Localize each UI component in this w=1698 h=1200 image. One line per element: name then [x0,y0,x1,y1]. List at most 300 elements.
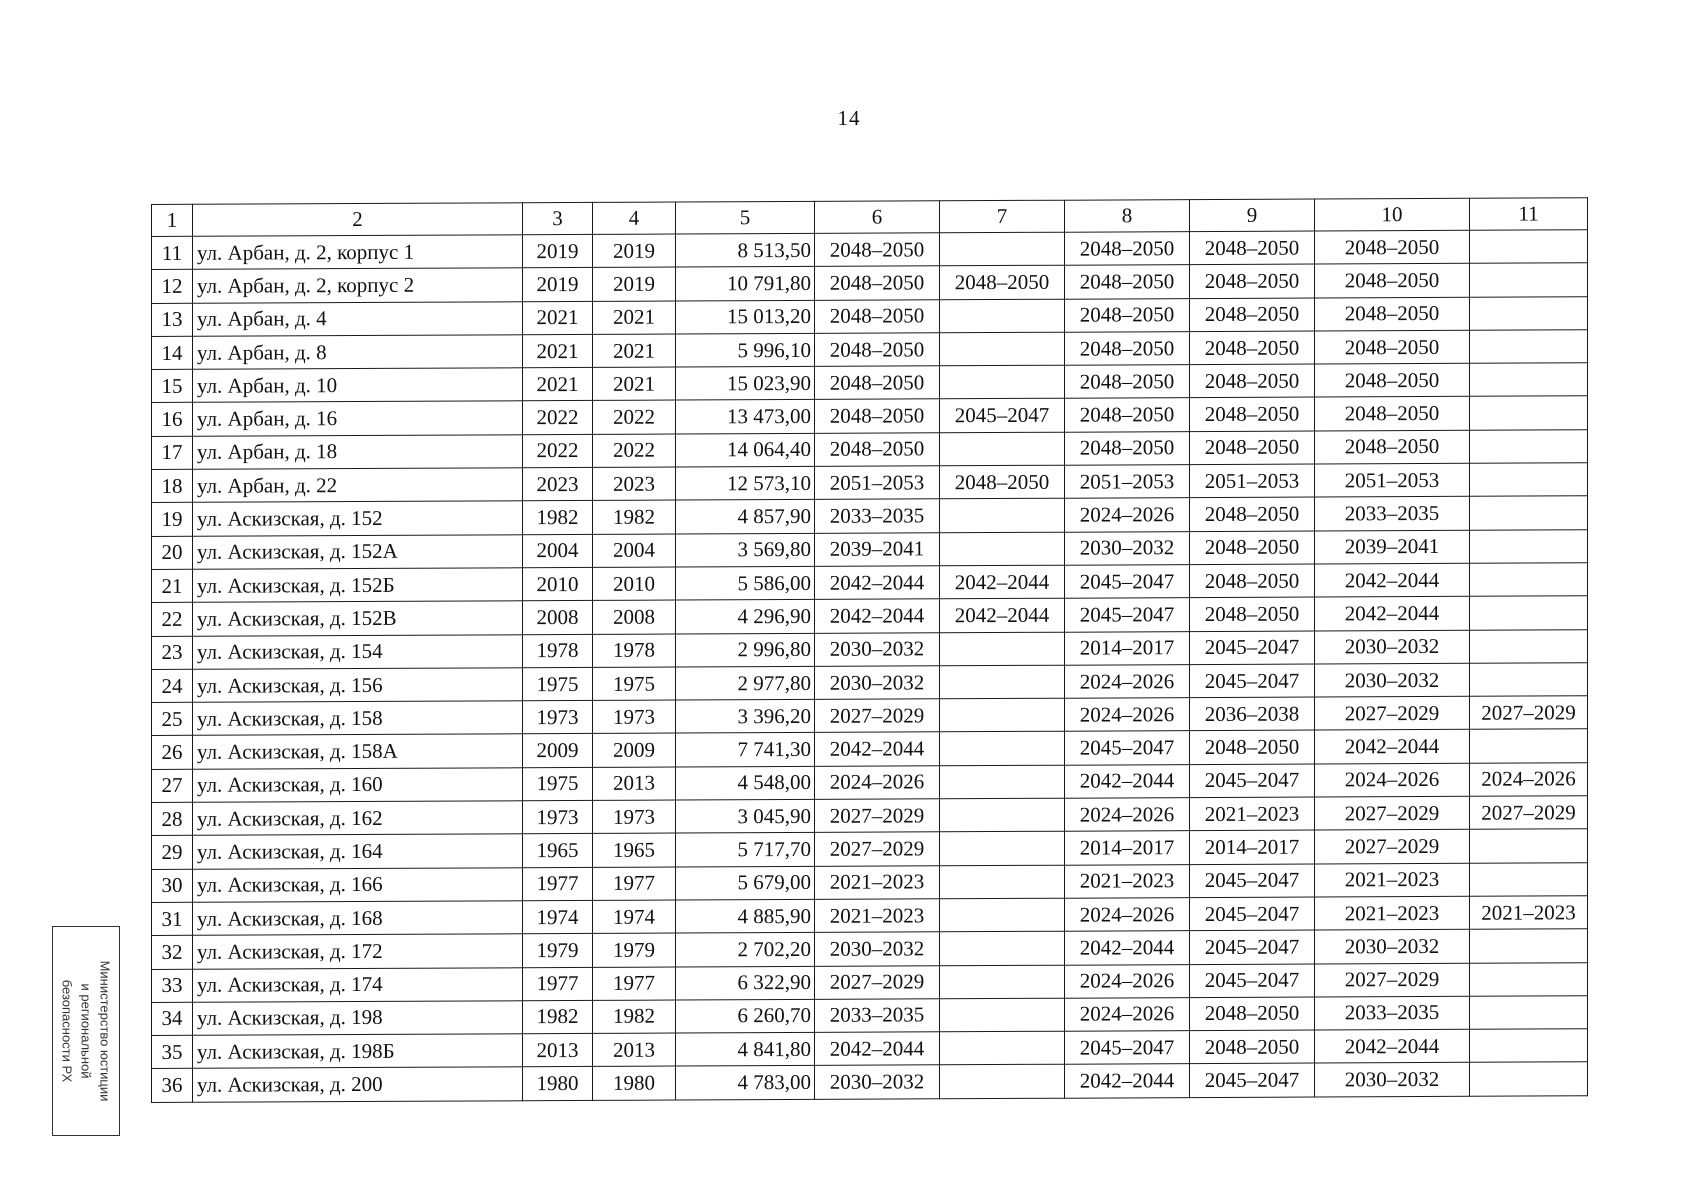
table-cell [1470,296,1588,330]
table-cell: 10 791,80 [676,267,815,301]
table-cell: 2048–2050 [1065,298,1190,332]
table-cell: 2021 [523,334,593,368]
table-cell: ул. Аскизская, д. 152А [193,534,523,569]
table-cell: 2048–2050 [1190,264,1315,298]
table-cell: 2030–2032 [1315,630,1470,664]
table-cell: ул. Аскизская, д. 166 [193,867,523,902]
table-cell: 2045–2047 [1190,1063,1315,1097]
table-cell: 1982 [523,1000,593,1034]
table-cell: 2048–2050 [1065,232,1190,266]
table-cell [940,998,1065,1032]
table-cell: ул. Аскизская, д. 152 [193,501,523,536]
table-cell: 4 857,90 [676,500,815,534]
table-cell: 2048–2050 [1190,298,1315,332]
table-cell: 2008 [593,600,676,634]
table-cell: 13 473,00 [676,400,815,434]
table-cell: 2042–2044 [815,732,940,766]
table-cell: 1977 [593,867,676,901]
table-cell: 2021–2023 [1470,896,1588,930]
table-cell: 2030–2032 [815,932,940,966]
table-cell: ул. Арбан, д. 18 [193,435,523,470]
table-cell: ул. Арбан, д. 2, корпус 2 [193,268,523,303]
table-cell: 33 [152,969,193,1002]
table-cell: 2048–2050 [1190,597,1315,631]
table-cell: 2048–2050 [1065,431,1190,465]
table-cell: 2021 [593,367,676,401]
table-cell: 2048–2050 [1315,230,1470,264]
table-cell: ул. Аскизская, д. 158 [193,701,523,736]
table-cell: 1977 [593,967,676,1001]
table-cell: 2036–2038 [1190,697,1315,731]
table-cell: 1979 [523,934,593,968]
table-cell [940,898,1065,932]
table-cell: 1973 [593,700,676,734]
table-cell: 2045–2047 [1190,930,1315,964]
table-cell: 1977 [523,967,593,1001]
table-cell: 2019 [523,234,593,268]
table-cell: 2042–2044 [815,566,940,600]
table-cell [1470,929,1588,963]
table-row [152,1062,1588,1102]
table-cell: 2027–2029 [815,799,940,833]
table-cell: 21 [152,569,193,602]
table-cell: 2048–2050 [940,265,1065,299]
table-cell: 4 841,80 [676,1032,815,1066]
table-cell: 25 [152,702,193,735]
table-cell: 2048–2050 [815,333,940,367]
table-cell [1470,596,1588,630]
table-cell: 2045–2047 [1190,664,1315,698]
table-cell: 2042–2044 [1065,764,1190,798]
table-cell: ул. Аскизская, д. 162 [193,801,523,836]
table-cell: 2021 [593,334,676,368]
table-cell: 2019 [593,234,676,268]
table-cell [940,798,1065,832]
table-cell: 2048–2050 [815,366,940,400]
table-cell [940,832,1065,866]
table-cell: 16 [152,403,193,436]
table-cell: 32 [152,936,193,969]
table-cell: ул. Аскизская, д. 198 [193,1001,523,1036]
table-cell: 2033–2035 [1315,497,1470,531]
table-cell: 2004 [593,534,676,568]
table-cell: 15 013,20 [676,300,815,334]
table-cell: 2048–2050 [1190,497,1315,531]
table-cell [1470,363,1588,397]
table-cell: 2024–2026 [1315,763,1470,797]
table-cell: 2009 [523,734,593,768]
table-cell: 2014–2017 [1190,830,1315,864]
table-cell: 2021 [593,301,676,335]
table-cell: 2048–2050 [1190,730,1315,764]
table-cell [940,499,1065,533]
table-cell: 2009 [593,733,676,767]
registration-stamp [52,926,120,1136]
table-cell: 2048–2050 [815,433,940,467]
table-cell [1470,463,1588,497]
table-cell: 2051–2053 [1190,464,1315,498]
table-cell: 6 322,90 [676,966,815,1000]
table-cell: 2042–2044 [815,599,940,633]
table-cell: 2051–2053 [1065,465,1190,499]
table-cell: 2033–2035 [1315,996,1470,1030]
table-cell: 2014–2017 [1065,831,1190,865]
table-cell: 2027–2029 [815,832,940,866]
table-cell [940,532,1065,566]
table-cell [1470,330,1588,364]
table-cell: 2019 [523,268,593,302]
table-cell: 2048–2050 [1190,1030,1315,1064]
table-cell: 19 [152,503,193,536]
table-cell: 2024–2026 [1065,997,1190,1031]
table-cell [940,931,1065,965]
table-cell: ул. Арбан, д. 10 [193,368,523,403]
table-cell: 2045–2047 [1190,864,1315,898]
table-cell: ул. Аскизская, д. 156 [193,668,523,703]
table-cell: ул. Арбан, д. 2, корпус 1 [193,235,523,270]
table-cell: 1977 [523,867,593,901]
table-cell: 24 [152,669,193,702]
table-cell: 2027–2029 [1315,830,1470,864]
column-header-5: 5 [676,201,815,234]
table-cell: 28 [152,802,193,835]
table-cell [1470,996,1588,1030]
table-cell: 2024–2026 [1470,762,1588,796]
table-cell: 2 702,20 [676,933,815,967]
table-cell: ул. Аскизская, д. 172 [193,934,523,969]
table-cell: ул. Арбан, д. 4 [193,301,523,336]
table-cell [1470,663,1588,697]
table-cell: 2021–2023 [1190,797,1315,831]
table-cell: 2033–2035 [815,499,940,533]
page-number: 14 [837,106,861,130]
table-cell: 2022 [593,401,676,435]
table-cell: 2042–2044 [940,598,1065,632]
table-cell: 1978 [593,634,676,668]
table-cell [940,299,1065,333]
table-cell [940,1065,1065,1099]
table-cell: ул. Аскизская, д. 152Б [193,568,523,603]
table-cell: 1973 [523,800,593,834]
table-cell: 4 548,00 [676,766,815,800]
table-cell: 1978 [523,634,593,668]
table-cell [1470,629,1588,663]
table-cell: 2030–2032 [1315,1063,1470,1097]
table-cell: 2021–2023 [1065,864,1190,898]
table-cell: 2039–2041 [1315,530,1470,564]
table-cell: 4 885,90 [676,899,815,933]
table-cell: 2027–2029 [1470,796,1588,830]
table-cell: 2042–2044 [1315,563,1470,597]
table-cell [940,865,1065,899]
table-cell: 2039–2041 [815,532,940,566]
table-cell: 2023 [593,467,676,501]
table-cell: 1982 [593,1000,676,1034]
table-cell: 2045–2047 [1190,764,1315,798]
table-cell [1470,829,1588,863]
table-cell: 11 [152,236,193,269]
table-cell: 1973 [523,701,593,735]
table-cell: 2022 [523,434,593,468]
table-cell: 2045–2047 [1065,565,1190,599]
table-cell: 2024–2026 [1065,498,1190,532]
table-cell: 1982 [593,500,676,534]
column-header-3: 3 [523,202,593,234]
table-cell: 2014–2017 [1065,631,1190,665]
table-cell: 2030–2032 [1065,531,1190,565]
table-cell: 1965 [523,834,593,868]
table-cell: 2030–2032 [815,1065,940,1099]
table-cell: ул. Аскизская, д. 160 [193,767,523,802]
table-cell: 2048–2050 [1190,431,1315,465]
table-cell: 2045–2047 [1190,631,1315,665]
column-header-11: 11 [1470,198,1588,231]
table-cell [940,1031,1065,1065]
table-cell: 2048–2050 [1065,365,1190,399]
table-cell: ул. Аскизская, д. 200 [193,1067,523,1102]
table-cell: 2021–2023 [1315,896,1470,930]
table-cell: 2030–2032 [1315,663,1470,697]
table-cell: 17 [152,436,193,469]
table-cell: 4 296,90 [676,600,815,634]
table-cell: 2027–2029 [1315,796,1470,830]
table-cell: 3 569,80 [676,533,815,567]
table-cell: 2042–2044 [1065,931,1190,965]
table-cell: 7 741,30 [676,733,815,767]
table-cell [940,665,1065,699]
table-cell: ул. Арбан, д. 8 [193,335,523,370]
table-cell: 2048–2050 [1315,430,1470,464]
table-cell: 1975 [593,667,676,701]
column-header-4: 4 [593,202,676,234]
table-cell: 2048–2050 [815,266,940,300]
table-cell [940,432,1065,466]
table-cell [1470,496,1588,530]
table-cell: 2048–2050 [1315,264,1470,298]
table-cell: 15 [152,369,193,402]
table-cell: 5 679,00 [676,866,815,900]
table-cell: 2021 [523,368,593,402]
table-cell: 34 [152,1002,193,1035]
table-cell: 2048–2050 [1190,564,1315,598]
table-cell: 2048–2050 [1065,265,1190,299]
column-header-2: 2 [193,203,523,237]
stamp-line: безопасности РХ [59,979,75,1083]
table-cell: 35 [152,1035,193,1068]
table-cell [1470,230,1588,264]
table-cell [1470,529,1588,563]
table-cell: 1974 [593,900,676,934]
table-cell: 2033–2035 [815,999,940,1033]
table-cell: ул. Аскизская, д. 168 [193,901,523,936]
table-cell: 3 045,90 [676,799,815,833]
table-cell: 2048–2050 [1315,330,1470,364]
table-cell: ул. Аскизская, д. 154 [193,634,523,669]
stamp-text [58,931,115,1131]
table-cell [1470,1029,1588,1063]
table-cell: 2010 [593,567,676,601]
data-table [151,197,1588,1102]
table-cell: 5 586,00 [676,566,815,600]
table-cell: ул. Арбан, д. 22 [193,468,523,503]
table-cell: 2024–2026 [1065,964,1190,998]
table-cell: 31 [152,902,193,935]
column-header-10: 10 [1315,198,1470,231]
table-cell: 2027–2029 [1315,696,1470,730]
table-cell: 20 [152,536,193,569]
table-cell: ул. Аскизская, д. 158А [193,734,523,769]
table-cell: 2048–2050 [815,233,940,267]
table-cell [940,365,1065,399]
table-cell: 2024–2026 [1065,664,1190,698]
table-cell: 2013 [523,1034,593,1068]
table-cell: 3 396,20 [676,700,815,734]
table-cell [1470,263,1588,297]
table-cell [940,632,1065,666]
table-cell: 22 [152,603,193,636]
table-cell: 2 977,80 [676,666,815,700]
table-cell: ул. Аскизская, д. 152В [193,601,523,636]
column-header-8: 8 [1065,200,1190,233]
table-cell: 12 573,10 [676,466,815,500]
table-cell: 2021–2023 [815,865,940,899]
table-cell: 30 [152,869,193,902]
table-cell [940,232,1065,266]
table-cell: 2042–2044 [815,1032,940,1066]
table-cell: 2051–2053 [815,466,940,500]
table-cell: 2027–2029 [1315,963,1470,997]
stamp-line: Министерство юстиции [97,960,113,1102]
table-cell: 4 783,00 [676,1066,815,1100]
table-cell: 23 [152,636,193,669]
table-body [152,230,1588,1102]
table-cell: 8 513,50 [676,233,815,267]
table-cell: 2 996,80 [676,633,815,667]
table-cell: 1980 [523,1067,593,1101]
table-cell [1470,396,1588,430]
table-cell: 1974 [523,900,593,934]
table-cell: 2024–2026 [1065,798,1190,832]
table-cell [940,765,1065,799]
table-container [151,197,1587,1102]
table-cell: 2045–2047 [1065,598,1190,632]
table-cell: 13 [152,303,193,336]
table-cell: 2021 [523,301,593,335]
table-cell: 2008 [523,601,593,635]
table-cell [1470,430,1588,464]
table-cell: 2027–2029 [1470,696,1588,730]
table-cell: 2048–2050 [1065,398,1190,432]
table-cell: 2042–2044 [940,565,1065,599]
table-cell: ул. Аскизская, д. 198Б [193,1034,523,1069]
table-cell: 2027–2029 [815,699,940,733]
table-cell: 2022 [523,401,593,435]
table-cell: 12 [152,270,193,303]
table-cell: 2024–2026 [1065,898,1190,932]
table-cell: 2048–2050 [1315,363,1470,397]
table-cell: ул. Арбан, д. 16 [193,401,523,436]
table-cell: 2048–2050 [1190,997,1315,1031]
table-cell: 2048–2050 [815,299,940,333]
table-cell [1470,1062,1588,1096]
table-cell: 2048–2050 [1315,297,1470,331]
table-cell: 2045–2047 [1065,1031,1190,1065]
table-cell: 2042–2044 [1315,1029,1470,1063]
table-cell [1470,729,1588,763]
table-cell: 14 064,40 [676,433,815,467]
table-cell: 1979 [593,933,676,967]
table-cell: 2024–2026 [815,766,940,800]
table-cell: 2021–2023 [1315,863,1470,897]
table-cell: 2045–2047 [1190,897,1315,931]
table-cell: 2023 [523,467,593,501]
table-cell [940,965,1065,999]
table-cell: 2048–2050 [1190,231,1315,265]
table-cell: 2042–2044 [1315,597,1470,631]
column-header-7: 7 [940,200,1065,233]
table-cell: 1973 [593,800,676,834]
table-cell: 14 [152,336,193,369]
table-cell: 27 [152,769,193,802]
table-cell [940,698,1065,732]
stamp-line: и региональной [78,983,94,1079]
table-cell: 1982 [523,501,593,535]
table-cell: 5 996,10 [676,333,815,367]
table-cell: 2048–2050 [1190,364,1315,398]
table-cell: 2030–2032 [815,666,940,700]
table-cell [1470,962,1588,996]
table-cell: 29 [152,836,193,869]
table-cell: 2004 [523,534,593,568]
table-cell: 2010 [523,567,593,601]
table-cell: 1965 [593,833,676,867]
table-cell: 2030–2032 [1315,930,1470,964]
table-cell: 2051–2053 [1315,463,1470,497]
table-cell: 2048–2050 [1190,331,1315,365]
table-cell: 2045–2047 [1065,731,1190,765]
column-header-9: 9 [1190,199,1315,232]
table-cell: 2048–2050 [815,399,940,433]
table-cell: 2048–2050 [1190,398,1315,432]
table-cell: 6 260,70 [676,999,815,1033]
table-cell: 5 717,70 [676,833,815,867]
table-cell: 2048–2050 [940,465,1065,499]
table-cell: 2045–2047 [1190,964,1315,998]
table-cell [940,732,1065,766]
table-cell: 1975 [523,667,593,701]
table-cell: 2024–2026 [1065,698,1190,732]
table-cell: ул. Аскизская, д. 174 [193,967,523,1002]
table-cell: 2019 [593,267,676,301]
table-cell [1470,563,1588,597]
table-cell: 2013 [593,1033,676,1067]
table-cell: 2022 [593,434,676,468]
table-cell: 2045–2047 [940,399,1065,433]
column-header-6: 6 [815,201,940,234]
table-cell: 2042–2044 [1315,730,1470,764]
table-cell: 18 [152,469,193,502]
table-cell: 2027–2029 [815,965,940,999]
table-cell: 36 [152,1069,193,1102]
table-cell [1470,862,1588,896]
table-cell [940,332,1065,366]
table-cell: 15 023,90 [676,367,815,401]
table-cell: 2048–2050 [1065,331,1190,365]
table-cell: 2013 [593,767,676,801]
table-cell: 2048–2050 [1190,531,1315,565]
table-cell: 26 [152,736,193,769]
table-cell: 1980 [593,1066,676,1100]
